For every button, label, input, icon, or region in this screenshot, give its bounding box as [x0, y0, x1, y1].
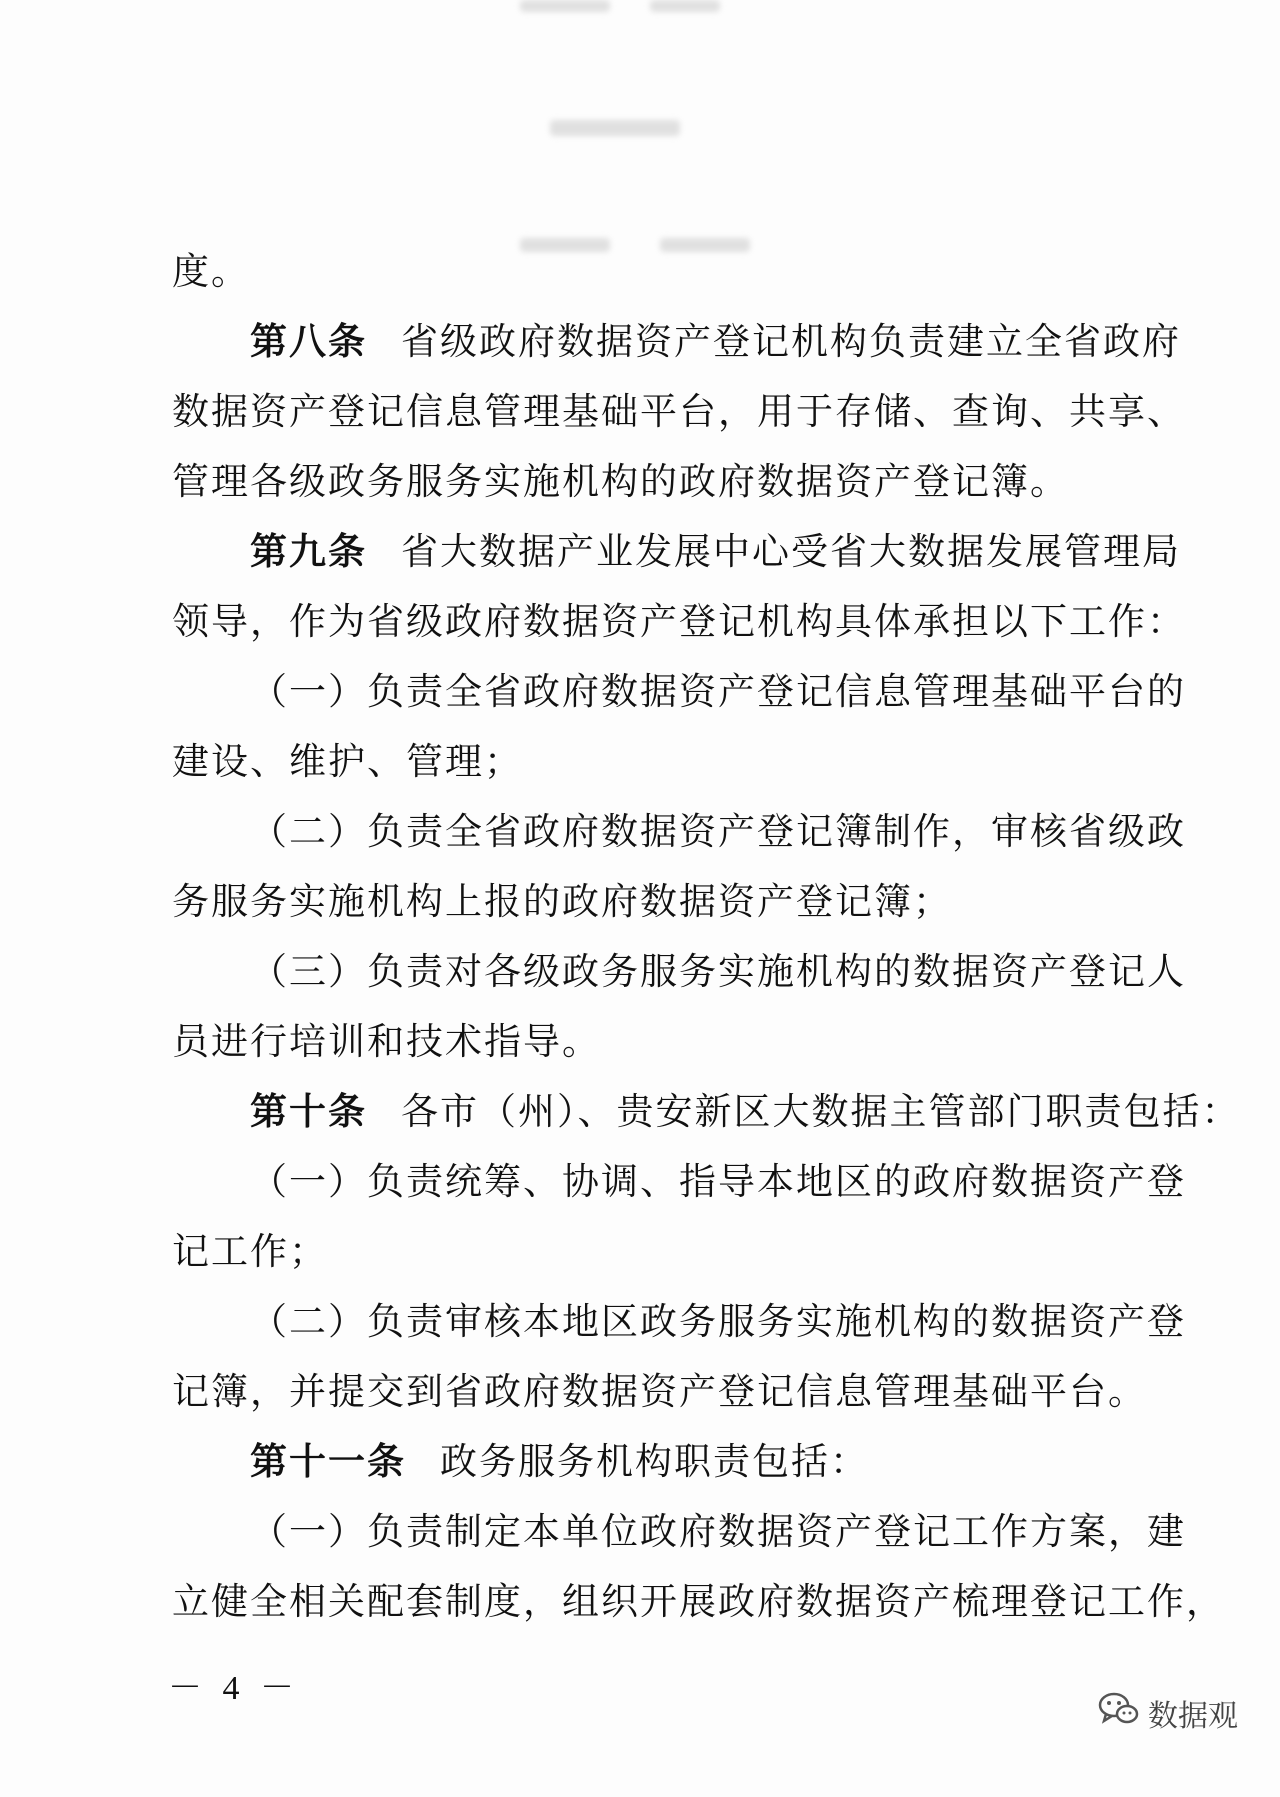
- text-line: 管理各级政务服务实施机构的政府数据资产登记簿。: [172, 460, 1069, 503]
- scan-artifact: [520, 0, 610, 12]
- article-8-heading-line: [250, 312, 1181, 372]
- article-number: 第十条: [250, 1090, 367, 1133]
- text-line: 立健全相关配套制度，组织开展政府数据资产梳理登记工作，: [172, 1580, 1225, 1623]
- text-line: 记簿，并提交到省政府数据资产登记信息管理基础平台。: [172, 1370, 1147, 1413]
- text-line: 建设、维护、管理；: [172, 740, 523, 783]
- article-number: 第八条: [250, 320, 367, 363]
- scan-artifact: [650, 0, 720, 12]
- text-line: 度。: [172, 250, 250, 293]
- text-line: 省大数据产业发展中心受省大数据发展管理局: [401, 530, 1181, 573]
- text-line: 务服务实施机构上报的政府数据资产登记簿；: [172, 880, 952, 923]
- text-line: 政务服务机构职责包括：: [440, 1440, 869, 1483]
- scan-artifact: [550, 120, 680, 136]
- text-line: 员进行培训和技术指导。: [172, 1020, 601, 1063]
- article-number: 第九条: [250, 530, 367, 573]
- wechat-icon: [1098, 1690, 1140, 1736]
- text-line: （二）负责审核本地区政务服务实施机构的数据资产登: [250, 1300, 1186, 1343]
- text-line: （二）负责全省政府数据资产登记簿制作，审核省级政: [250, 810, 1186, 853]
- article-number: 第十一条: [250, 1440, 406, 1483]
- article-11-heading-line: [250, 1432, 1097, 1492]
- text-line: 各市（州）、贵安新区大数据主管部门职责包括：: [401, 1090, 1241, 1133]
- text-line: （一）负责全省政府数据资产登记信息管理基础平台的: [250, 670, 1186, 713]
- article-9-heading-line: [250, 522, 1181, 582]
- source-watermark: [1098, 1690, 1238, 1736]
- text-line: （一）负责制定本单位政府数据资产登记工作方案，建: [250, 1510, 1186, 1553]
- page-number: － 4 －: [168, 1670, 300, 1707]
- text-line: （三）负责对各级政务服务实施机构的数据资产登记人: [250, 950, 1186, 993]
- text-line: 记工作；: [172, 1230, 328, 1273]
- watermark-label: 数据观: [1148, 1699, 1238, 1734]
- text-line: 省级政府数据资产登记机构负责建立全省政府: [401, 320, 1181, 363]
- text-line: （一）负责统筹、协调、指导本地区的政府数据资产登: [250, 1160, 1186, 1203]
- article-10-heading-line: [250, 1082, 1241, 1142]
- text-line: 领导，作为省级政府数据资产登记机构具体承担以下工作：: [172, 600, 1186, 643]
- text-line: 数据资产登记信息管理基础平台，用于存储、查询、共享、: [172, 390, 1186, 433]
